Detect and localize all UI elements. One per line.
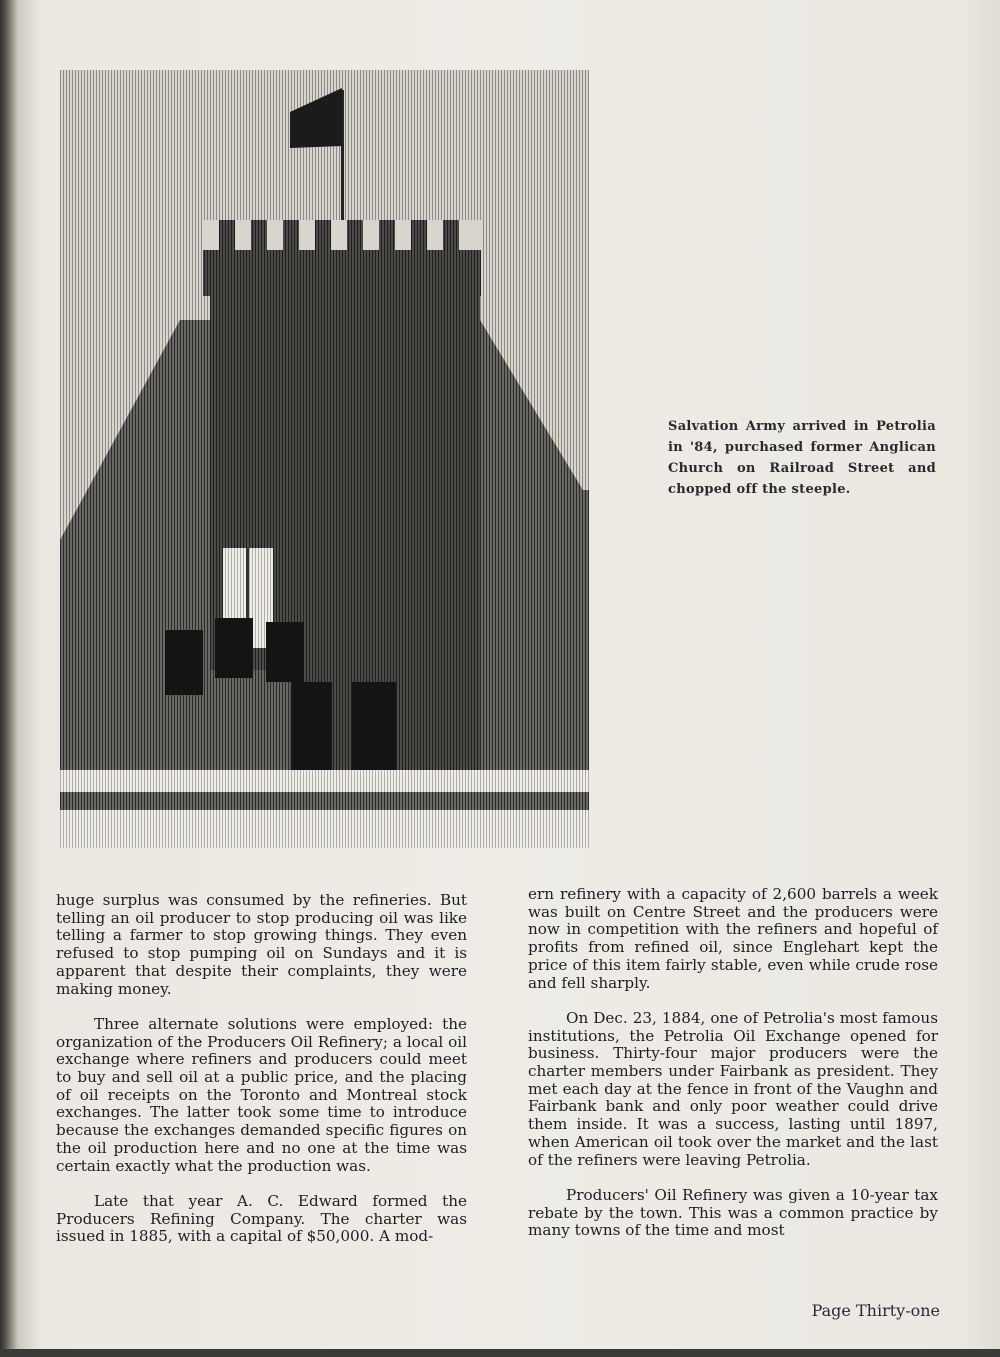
church-photograph	[60, 70, 589, 848]
historic-church-photo-icon	[60, 70, 589, 848]
paragraph: On Dec. 23, 1884, one of Petrolia's most famous institutions, the Petrolia Oil Exchange opened for business. Thirty-four major producers were the charter members under Fairbank as president. They met each day at the fence in front of the Vaughn and Fairbank bank and only poor weather could drive them inside. It was a success, lasting until 1897, when American oil took over the market and the last of the refiners were leaving Petrolia.	[528, 1008, 938, 1169]
paragraph: Producers' Oil Refinery was given a 10-year tax rebate by the town. This was a common practice by many towns of the time and most	[528, 1185, 938, 1240]
page-number: Page Thirty-one	[811, 1301, 940, 1320]
paragraph: Late that year A. C. Edward formed the Producers Refining Company. The charter was issued in 1885, with a capital of $50,000. A mod-	[56, 1191, 467, 1246]
paragraph: ern refinery with a capacity of 2,600 barrels a week was built on Centre Street and the producers were now in competition with the refiners and hopeful of profits from refined oil, since Englehart kept the price of this item fairly stable, even while crude rose and fell sharply.	[528, 885, 938, 992]
photo-caption: Salvation Army arrived in Petrolia in '84, purchased former Anglican Church on Railroad Street and chopped off the steeple.	[668, 419, 936, 497]
page-bottom-edge	[0, 1349, 1000, 1357]
right-text-column	[528, 886, 938, 1258]
paragraph: Three alternate solutions were employed: the organization of the Producers Oil Refinery; a local oil exchange where refiners and producers could meet to buy and sell oil at a public price, and the placing of oil receipts on the Toronto and Montreal stock exchanges. The latter took some time to introduce because the exchanges demanded specific figures on the oil production here and no one at the time was certain exactly what the production was.	[56, 1014, 467, 1175]
paragraph: huge surplus was consumed by the refineries. But telling an oil producer to stop producing oil was like telling a farmer to stop growing things. They even refused to stop pumping oil on Sundays and it is apparent that despite their complaints, they were making money.	[56, 891, 467, 998]
left-text-column	[56, 892, 467, 1264]
